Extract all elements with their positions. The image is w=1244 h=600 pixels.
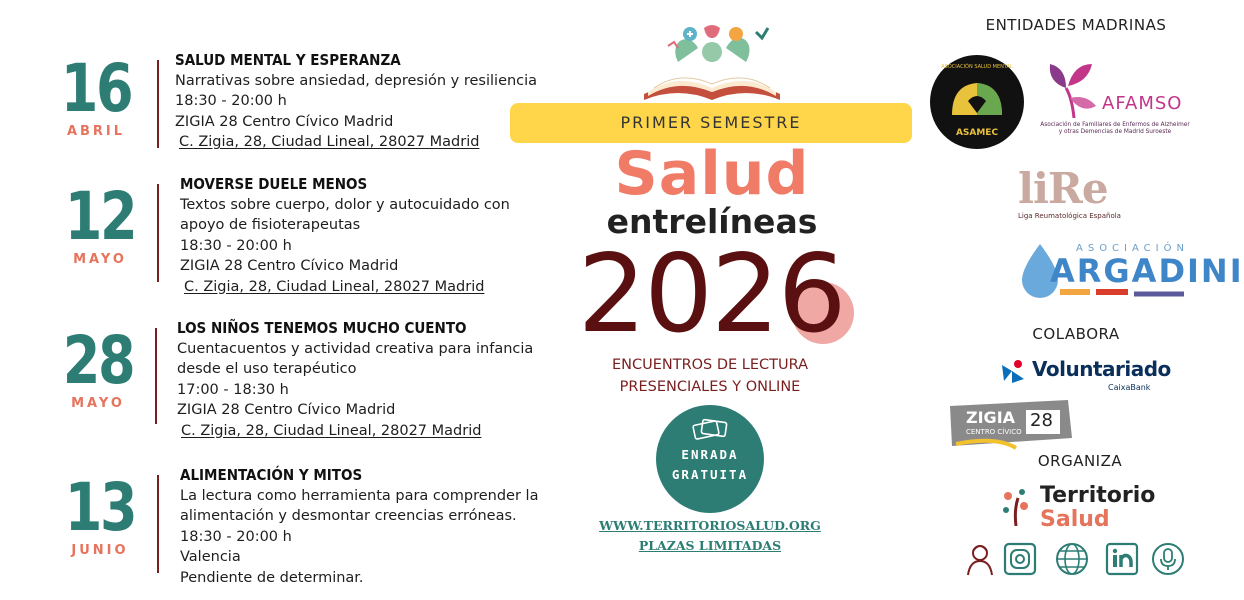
lire-logo-word[interactable]: liRe bbox=[1018, 164, 1108, 213]
event-description: La lectura como herramienta para comprender la bbox=[180, 487, 539, 504]
badge-line: GRATUITA bbox=[671, 467, 749, 482]
semester-banner: PRIMER SEMESTRE bbox=[510, 103, 912, 143]
event-address-link[interactable]: C. Zigia, 28, Ciudad Lineal, 28027 Madrid bbox=[184, 278, 485, 295]
event-description: Cuentacuentos y actividad creativa para infancia bbox=[177, 340, 534, 357]
event-item bbox=[0, 465, 539, 597]
event-date bbox=[50, 469, 150, 558]
afamso-flower-icon bbox=[1044, 58, 1104, 120]
event-item bbox=[0, 50, 538, 160]
ticket-icon bbox=[692, 417, 728, 441]
organizer-name-line2: Salud bbox=[1040, 507, 1110, 532]
caixabank-name: CaixaBank bbox=[1108, 383, 1151, 392]
divider bbox=[157, 60, 159, 148]
open-book-illustration bbox=[638, 22, 786, 104]
event-item bbox=[0, 174, 520, 304]
territorio-salud-plant-icon bbox=[998, 486, 1032, 526]
collaborates-heading: COLABORA bbox=[1032, 325, 1120, 343]
event-date bbox=[48, 322, 148, 411]
divider bbox=[157, 475, 159, 573]
event-time: 17:00 - 18:30 h bbox=[177, 381, 289, 398]
event-date bbox=[46, 50, 146, 139]
event-day: 28 bbox=[62, 322, 134, 399]
event-time: 18:30 - 20:00 h bbox=[175, 93, 287, 109]
event-description: Textos sobre cuerpo, dolor y autocuidado con bbox=[180, 196, 510, 213]
free-entry-badge bbox=[656, 405, 764, 513]
event-month: ABRIL bbox=[66, 124, 126, 139]
event-time: 18:30 - 20:00 h bbox=[180, 237, 292, 254]
title-salud: Salud bbox=[614, 139, 810, 209]
event-address-link[interactable]: C. Zigia, 28, Ciudad Lineal, 28027 Madrid bbox=[179, 134, 480, 150]
event-description: alimentación y desmontar creencias erróneas. bbox=[180, 508, 517, 524]
event-description: Narrativas sobre ansiedad, depresión y resiliencia bbox=[175, 72, 538, 89]
event-venue: ZIGIA 28 Centro Cívico Madrid bbox=[177, 402, 396, 418]
person-icon[interactable] bbox=[962, 541, 998, 577]
subtitle bbox=[560, 354, 860, 398]
argadini-name[interactable]: ARGADINI bbox=[1050, 252, 1244, 290]
event-venue: ZIGIA 28 Centro Cívico Madrid bbox=[175, 113, 394, 130]
event-venue: Valencia bbox=[180, 549, 241, 565]
instagram-icon[interactable] bbox=[1002, 541, 1038, 577]
organizer-name-line1: Territorio bbox=[1040, 483, 1156, 508]
zigia-logo[interactable] bbox=[946, 398, 1074, 450]
divider bbox=[155, 328, 157, 424]
linkedin-icon[interactable] bbox=[1104, 541, 1140, 577]
event-venue: ZIGIA 28 Centro Cívico Madrid bbox=[180, 258, 399, 274]
podcast-mic-icon[interactable] bbox=[1150, 541, 1186, 577]
globe-icon[interactable] bbox=[1054, 541, 1090, 577]
website-link[interactable]: WWW.TERRITORIOSALUD.ORG bbox=[599, 518, 821, 533]
event-title: MOVERSE DUELE MENOS bbox=[180, 175, 368, 193]
event-details bbox=[177, 318, 533, 441]
event-address-link[interactable]: C. Zigia, 28, Ciudad Lineal, 28027 Madrid bbox=[181, 422, 482, 439]
event-details bbox=[180, 465, 538, 588]
voluntariado-name[interactable]: Voluntariado bbox=[1032, 357, 1171, 381]
asamec-ring-text: ASOCIACIÓN SALUD MENTAL bbox=[941, 64, 1013, 70]
sponsors-heading: ENTIDADES MADRINAS bbox=[985, 16, 1167, 34]
event-day: 13 bbox=[64, 469, 136, 546]
title-entrelineas: entrelíneas bbox=[606, 202, 818, 241]
subtitle-line: PRESENCIALES Y ONLINE bbox=[619, 379, 801, 395]
argadini-prefix: ASOCIACIÓN bbox=[1076, 243, 1189, 254]
event-date bbox=[50, 178, 150, 267]
event-month: JUNIO bbox=[71, 543, 129, 558]
event-title: SALUD MENTAL Y ESPERANZA bbox=[175, 51, 401, 69]
event-title: LOS NIÑOS TENEMOS MUCHO CUENTO bbox=[177, 319, 467, 337]
zigia-subtitle: CENTRO CÍVICO bbox=[966, 428, 1022, 436]
event-description: desde el uso terapéutico bbox=[177, 361, 357, 377]
event-venue-note: Pendiente de determinar. bbox=[180, 569, 364, 586]
event-day: 16 bbox=[60, 50, 132, 127]
territorio-salud-logo[interactable] bbox=[1040, 484, 1155, 532]
event-month: MAYO bbox=[71, 396, 125, 411]
subtitle-line: ENCUENTROS DE LECTURA bbox=[611, 357, 809, 373]
event-details bbox=[175, 50, 537, 153]
limited-seats-link[interactable]: PLAZAS LIMITADAS bbox=[638, 538, 782, 553]
zigia-number: 28 bbox=[1030, 410, 1053, 431]
event-details bbox=[180, 174, 510, 297]
year-title: 2026 bbox=[577, 232, 845, 357]
afamso-subtitle: Asociación de Familiares de Enfermos de Alzheimer y otras Demencias de Madrid Suroeste bbox=[1040, 122, 1190, 135]
event-day: 12 bbox=[64, 178, 136, 255]
event-month: MAYO bbox=[73, 252, 127, 267]
zigia-word: ZIGIA bbox=[966, 408, 1016, 427]
lire-subtitle: Liga Reumatológica Española bbox=[1018, 212, 1121, 220]
event-title: ALIMENTACIÓN Y MITOS bbox=[180, 466, 363, 484]
event-time: 18:30 - 20:00 h bbox=[180, 528, 292, 545]
asamec-logo[interactable] bbox=[930, 55, 1024, 149]
info-links bbox=[590, 516, 830, 556]
badge-line: ENRADA bbox=[681, 447, 739, 462]
afamso-name: AFAMSO bbox=[1102, 93, 1183, 114]
event-item bbox=[0, 318, 534, 448]
event-description: apoyo de fisioterapeutas bbox=[180, 217, 361, 233]
asamec-name: ASAMEC bbox=[955, 128, 999, 138]
caixabank-star-icon bbox=[998, 357, 1028, 385]
divider bbox=[157, 184, 159, 282]
organizer-heading: ORGANIZA bbox=[1037, 452, 1123, 470]
